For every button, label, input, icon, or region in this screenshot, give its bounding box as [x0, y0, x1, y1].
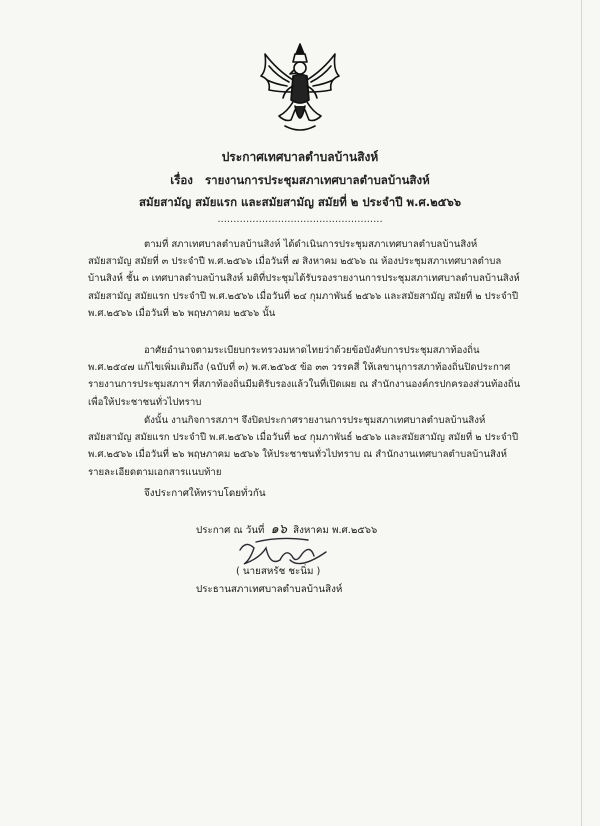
date-month-year: สิงหาคม พ.ศ.๒๕๖๖ — [293, 525, 378, 536]
paragraph-line: ตามที่ สภาเทศบาลตำบลบ้านสิงห์ ได้ดำเนินการประชุมสภาเทศบาลตำบลบ้านสิงห์ — [144, 239, 478, 250]
paragraph-1 — [88, 236, 546, 322]
garuda-emblem-icon — [255, 40, 345, 136]
paragraph-line: สมัยสามัญ สมัยแรก ประจำปี พ.ศ.๒๕๖๖ เมื่อวันที่ ๒๔ กุมภาพันธ์ ๒๕๖๖ และสมัยสามัญ สมัยที่ ๒ ประจำปี — [88, 290, 519, 302]
paragraph-line: พ.ศ.๒๕๔๗ แก้ไขเพิ่มเติมถึง (ฉบับที่ ๓) พ.ศ.๒๕๖๕ ข้อ ๓๓ วรรคสี่ ให้เลขานุการสภาท้องถิ่นปิดประกาศ — [88, 362, 511, 374]
announcement-title: ประกาศเทศบาลตำบลบ้านสิงห์ — [221, 150, 379, 164]
subject-line — [0, 172, 600, 190]
paragraph-line: เพื่อให้ประชาชนทั่วไปทราบ — [88, 396, 202, 408]
paragraph-line: พ.ศ.๒๕๖๖ เมื่อวันที่ ๒๖ พฤษภาคม ๒๕๖๖ นั้น — [88, 307, 276, 319]
paragraph-line: ดังนั้น งานกิจการสภาฯ จึงปิดประกาศรายงานการประชุมสภาเทศบาลตำบลบ้านสิงห์ — [144, 415, 486, 426]
paragraph-line: พ.ศ.๒๕๖๖ เมื่อวันที่ ๒๖ พฤษภาคม ๒๕๖๖ ให้ประชาชนทั่วไปทราบ ณ สำนักงานเทศบาลตำบลบ้านสิงห์ — [88, 449, 507, 461]
paragraph-line: รายละเอียดตามเอกสารแนบท้าย — [88, 466, 222, 478]
signer-position: ประธานสภาเทศบาลตำบลบ้านสิงห์ — [196, 584, 343, 595]
paragraph-line: สมัยสามัญ สมัยแรก ประจำปี พ.ศ.๒๕๖๖ เมื่อวันที่ ๒๔ กุมภาพันธ์ ๒๕๖๖ และสมัยสามัญ สมัยที่ ๒ ประจำปี — [88, 432, 519, 444]
subject-label: เรื่อง — [170, 173, 193, 187]
paragraph-3 — [88, 412, 546, 481]
page-edge — [581, 0, 582, 826]
paragraph-line: สมัยสามัญ สมัยที่ ๓ ประจำปี พ.ศ.๒๕๖๖ เมื่อวันที่ ๗ สิงหาคม ๒๕๖๖ ณ ห้องประชุมสภาเทศบาลตำบล — [88, 256, 502, 268]
paragraph-2 — [88, 342, 546, 411]
subject-text-line2: สมัยสามัญ สมัยแรก และสมัยสามัญ สมัยที่ ๒ ประจำปี พ.ศ.๒๕๖๖ — [138, 195, 462, 209]
paragraph-line: รายงานการประชุมสภาฯ ที่สภาท้องถิ่นมีมติรับรองแล้วในที่เปิดเผย ณ สำนักงานองค์กรปกครองส่วนท้องถิ่น — [88, 379, 521, 391]
paragraph-line: บ้านสิงห์ ชั้น ๓ เทศบาลตำบลบ้านสิงห์ มติที่ประชุมได้รับรองรายงานการประชุมสภาเทศบาลตำบลบ้านสิงห์ — [88, 273, 520, 285]
date-day-handwritten: ๑๖ — [270, 522, 288, 537]
closing-statement: จึงประกาศให้ทราบโดยทั่วกัน — [144, 488, 266, 499]
signer-name: ( นายสหรัช ชะนิ่ม ) — [236, 566, 321, 577]
title-separator: .................................................... — [217, 214, 383, 225]
paragraph-line: อาศัยอำนาจตามระเบียบกระทรวงมหาดไทยว่าด้วยข้อบังคับการประชุมสภาท้องถิ่น — [144, 345, 480, 356]
subject-text-line1: รายงานการประชุมสภาเทศบาลตำบลบ้านสิงห์ — [204, 173, 430, 187]
date-prefix: ประกาศ ณ วันที่ — [196, 525, 265, 536]
